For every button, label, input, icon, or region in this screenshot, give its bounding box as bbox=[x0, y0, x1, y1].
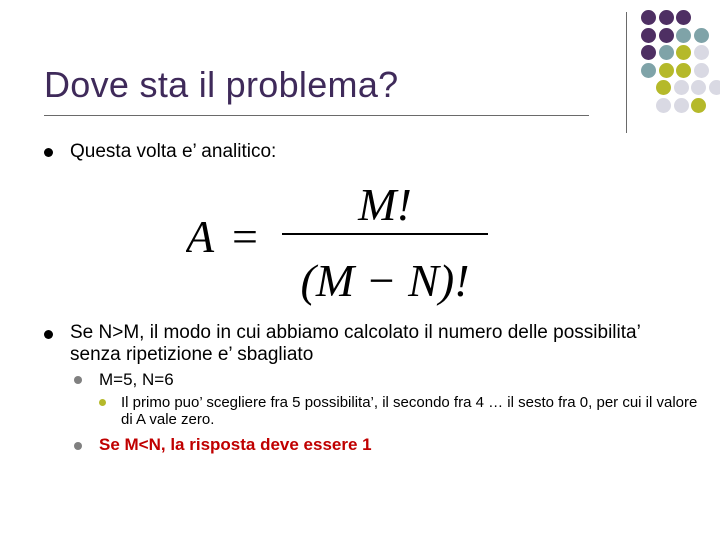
decoration-dot bbox=[676, 45, 691, 60]
bullet-marker bbox=[44, 330, 53, 339]
sub-sub-bullet-marker bbox=[99, 399, 106, 406]
decoration-dot bbox=[659, 28, 674, 43]
formula-lhs: A bbox=[186, 211, 215, 262]
decoration-dot bbox=[656, 98, 671, 113]
decoration-vertical-line bbox=[626, 12, 627, 133]
decoration-dot bbox=[676, 63, 691, 78]
decoration-dot bbox=[659, 63, 674, 78]
decoration-dot bbox=[659, 10, 674, 25]
bullet-text: Questa volta e’ analitico: bbox=[70, 141, 277, 162]
bullet-marker bbox=[44, 148, 53, 157]
decoration-dot bbox=[641, 10, 656, 25]
decoration-dot bbox=[656, 80, 671, 95]
title-underline bbox=[44, 115, 589, 116]
sub-bullet-marker bbox=[74, 442, 82, 450]
decoration-dot bbox=[641, 28, 656, 43]
decoration-dot bbox=[709, 80, 720, 95]
slide-title: Dove sta il problema? bbox=[44, 64, 399, 105]
decoration-dot bbox=[676, 10, 691, 25]
formula-equals: = bbox=[232, 211, 258, 262]
decoration-dot bbox=[691, 98, 706, 113]
formula-numerator: M! bbox=[358, 179, 412, 230]
decoration-dot bbox=[691, 80, 706, 95]
decoration-dot bbox=[694, 45, 709, 60]
sub-bullet-text-emphasis: Se M<N, la risposta deve essere 1 bbox=[99, 435, 372, 454]
decoration-dot bbox=[674, 98, 689, 113]
sub-sub-bullet-text: Il primo puo’ scegliere fra 5 possibilita’, il secondo fra 4 … il sesto fra 0, per cui il valore di A vale zero. bbox=[121, 394, 698, 428]
decoration-dot bbox=[676, 28, 691, 43]
decoration-dot bbox=[659, 45, 674, 60]
formula-denominator: (M − N)! bbox=[300, 255, 470, 306]
sub-bullet-text: M=5, N=6 bbox=[99, 370, 174, 389]
sub-bullet-marker bbox=[74, 376, 82, 384]
decoration-dot bbox=[674, 80, 689, 95]
formula-factorial bbox=[186, 168, 506, 308]
decoration-dot bbox=[641, 63, 656, 78]
bullet-text: Se N>M, il modo in cui abbiamo calcolato il numero delle possibilita’ senza ripetizione e’ sbagliato bbox=[70, 322, 641, 365]
decoration-dot bbox=[694, 63, 709, 78]
decoration-dot bbox=[694, 28, 709, 43]
decoration-dot bbox=[641, 45, 656, 60]
